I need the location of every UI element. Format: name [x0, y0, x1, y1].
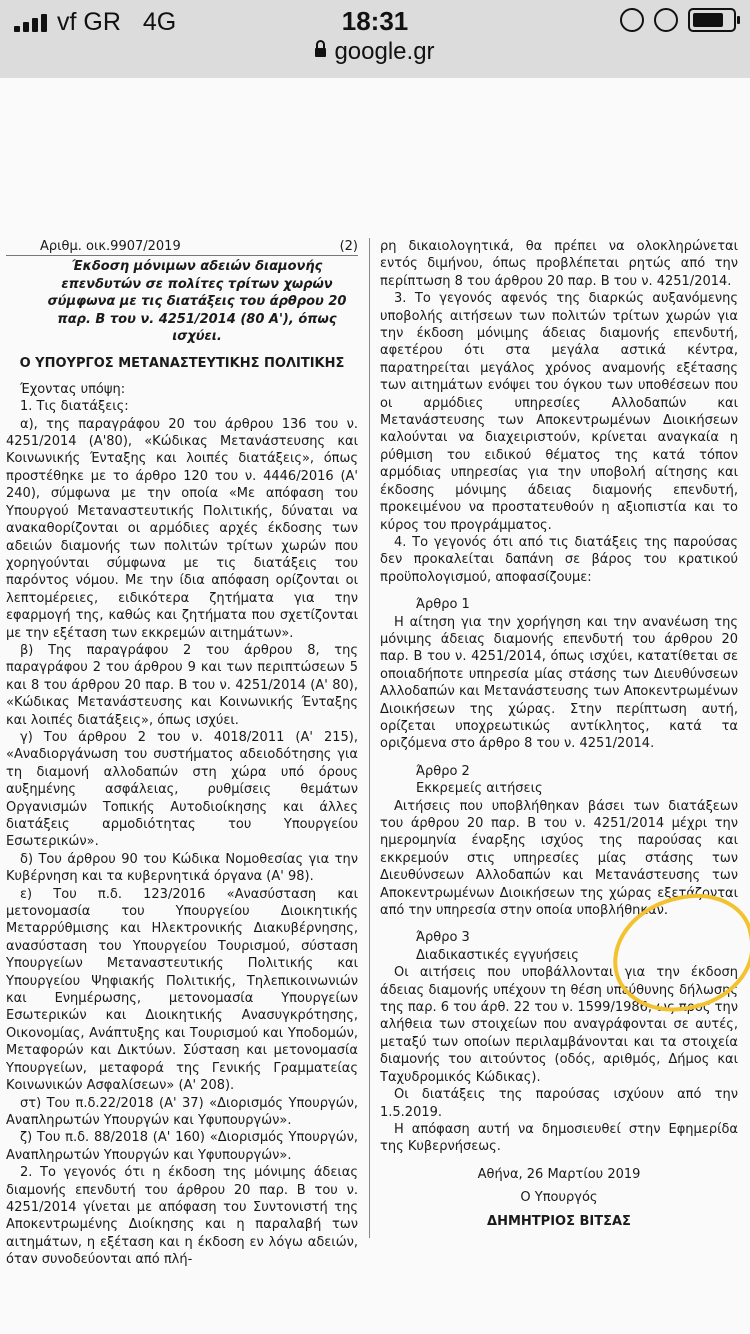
paragraph: 4. Το γεγονός ότι από τις διατάξεις της παρούσας δεν προκαλείται δαπάνη σε βάρος του κρατικού προϋπολογισμού, αποφασίζουμε:	[380, 534, 738, 585]
article-3-text: Οι αιτήσεις που υποβάλλονται για την έκδοση άδειας διαμονής υπέχουν τη θέση υπεύθυνης δήλωσης της παρ. 6 του άρθ. 22 του ν. 1599/1986, ως προς την αλήθεια των στοιχείων που αναγράφονται σε αυτές, μεταξύ των οποίων περιλαμβάνονται και τα στοιχεία διαμονής του αιτούντος (οδός, αριθμός, Δήμος και Ταχυδρομικός Κώδικας).	[380, 965, 738, 1085]
signature-place-date: Αθήνα, 26 Μαρτίου 2019	[477, 1166, 641, 1182]
left-column	[6, 238, 358, 1269]
article-2-subtitle: Εκκρεμείς αιτήσεις	[416, 781, 543, 797]
article-1-text: Η αίτηση για την χορήγηση και την ανανέωση της μόνιμης άδειας διαμονής επενδυτή του άρθρου 20 παρ. Β του ν. 4251/2014, όπως ισχύει, κατατίθεται σε οποιαδήποτε υπηρεσία μίας στάσης των Διευθύνσεων Αλλοδαπών και Μετανάστευσης των Αποκεντρωμένων Διοικήσεων της χώρας. Στην περίπτωση αυτή, ορίζεται υποχρεωτικώς αντίκλητος, κατά τα οριζόμενα στο άρθρο 8 του ν. 4251/2014.	[380, 614, 738, 752]
paragraph: 3. Το γεγονός αφενός της διαρκώς αυξανόμενης υποβολής αιτήσεων των πολιτών τρίτων χωρών για την έκδοση μόνιμης άδειας διαμονής επενδυτή, αφετέρου ότι στα μεγάλα αστικά κέντρα, παρατηρείται μεγάλος χρόνος αναμονής εξέτασης των αιτημάτων ενόψει του όγκου των υποθέσεων που οι αρμόδιες υπηρεσίες Αλλοδαπών και Μετανάστευσης των Αποκεντρωμένων Διοικήσεων καλούνται να διαχειριστούν, κρίνεται αναγκαία η ρύθμιση του ειδικού θέματος της κατά τόπον αρμόδιας υπηρεσίας για την υποβολή αίτησης και έκδοσης μόνιμης άδειας διαμονής επενδυτή, προκειμένου να προστατευθούν η αξιοπιστία και το κύρος του προγράμματος.	[380, 291, 738, 533]
paragraph: δ) Του άρθρου 90 του Κώδικα Νομοθεσίας για την Κυβέρνηση και τα κυβερνητικά όργανα (Α' 98).	[6, 851, 358, 885]
status-bar	[0, 0, 750, 78]
column-divider	[369, 238, 370, 1238]
paragraph: Έχοντας υπόψη:	[20, 381, 126, 397]
decision-title: Έκδοση μόνιμων αδειών διαμονής επενδυτών σε πολίτες τρίτων χωρών σύμφωνα με τις διατάξεις του άρθρου 20 παρ. Β του ν. 4251/2014 (80 Α'), όπως ισχύει.	[47, 259, 347, 345]
url-text: google.gr	[334, 38, 435, 65]
article-2-heading: Άρθρο 2	[416, 763, 470, 779]
paragraph: ζ) Του π.δ. 88/2018 (Α' 160) «Διορισμός Υπουργών, Αναπληρωτών Υπουργών και Υφυπουργών».	[6, 1130, 358, 1163]
lock-icon	[315, 48, 326, 57]
decision-ref-number: (2)	[339, 239, 358, 254]
article-3-heading: Άρθρο 3	[416, 930, 470, 946]
clock: 18:31	[341, 6, 409, 36]
validity-text: Οι διατάξεις της παρούσας ισχύουν από την 1.5.2019.	[380, 1087, 738, 1120]
paragraph: 1. Τις διατάξεις:	[20, 399, 129, 415]
signature-name: ΔΗΜΗΤΡΙΟΣ ΒΙΤΣΑΣ	[487, 1213, 631, 1229]
decision-ref: Αριθμ. οικ.9907/2019	[40, 239, 181, 254]
rotation-lock-icon	[620, 8, 644, 32]
right-column	[380, 238, 738, 1230]
carrier-name: vf GR	[57, 8, 121, 36]
alarm-icon	[654, 8, 678, 32]
paragraph: ρη δικαιολογητικά, θα πρέπει να ολοκληρώνεται εντός διμήνου, όπως προβλέπεται ρητώς από την περίπτωση 8 του άρθρου 20 παρ. Β του ν. 4251/2014.	[380, 239, 738, 289]
paragraph: 2. Το γεγονός ότι η έκδοση της μόνιμης άδειας διαμονής επενδυτή του άρθρου 20 παρ. Β του ν. 4251/2014 γίνεται με απόφαση του Συντονιστή της Αποκεντρωμένης Διοίκησης και η παραλαβή των αιτημάτων, η εξέταση και η έκδοση εν λόγω αδειών, όταν συνοδεύονται από πλή-	[6, 1165, 358, 1268]
article-1-heading: Άρθρο 1	[416, 597, 470, 613]
paragraph: β) Της παραγράφου 2 του άρθρου 8, της παραγράφου 2 του άρθρου 9 και των περιπτώσεων 5 και 8 του άρθρου 20 παρ. Β του ν. 4251/2014 (Α' 80), «Κώδικας Μετανάστευσης και Κοινωνικής Ένταξης και λοιπές διατάξεις», όπως ισχύει.	[6, 642, 358, 728]
paragraph: γ) Του άρθρου 2 του ν. 4018/2011 (Α' 215), «Αναδιοργάνωση του συστήματος αδειοδότησης για τη διαμονή αλλοδαπών στη χώρα υπό όρους αυξημένης ασφάλειας, ρυθμίσεις θεμάτων Οργανισμών Τοπικής Αυτοδιοίκησης και άλλες διατάξεις αρμοδιότητας του Υπουργείου Εσωτερικών».	[6, 729, 358, 850]
battery-icon	[688, 8, 736, 32]
decision-header	[6, 238, 358, 256]
document-page	[0, 78, 750, 1334]
signature-role: Ο Υπουργός	[520, 1190, 598, 1206]
paragraph: α), της παραγράφου 20 του άρθρου 136 του ν. 4251/2014 (Α'80), «Κώδικας Μετανάστευσης και Κοινωνικής Ένταξης και λοιπές διατάξεις», όπως προστέθηκε με το άρθρο 120 του ν. 4446/2016 (Α' 240), σύμφωνα με την οποία «Με απόφαση του Υπουργού Μεταναστευτικής Πολιτικής, δύναται να ανακαθορίζονται οι αρμόδιες αρχές έκδοσης των αδειών διαμονής των πολιτών τρίτων χωρών που χορηγούνται σύμφωνα με τις διατάξεις του παρόντος νόμου. Με την ίδια απόφαση ορίζονται οι λεπτομέρειες, ειδικότερα ζητήματα για την εφαρμογή της, καθώς και ζητήματα που σχετίζονται με την εξέταση των εκκρεμών αιτημάτων».	[6, 416, 358, 641]
article-2-text: Αιτήσεις που υποβλήθηκαν βάσει των διατάξεων του άρθρου 20 παρ. Β του ν. 4251/2014 μέχρι την ημερομηνία έναρξης ισχύος της παρούσας και εκκρεμούν στις υπηρεσίες μίας στάσης των Διευθύνσεων Αλλοδαπών και Μετανάστευσης των Αποκεντρωμένων Διοικήσεων της χώρας εξετάζονται από την υπηρεσία στην οποία υποβλήθηκαν.	[380, 798, 738, 919]
article-3-subtitle: Διαδικαστικές εγγυήσεις	[416, 947, 579, 963]
publish-text: Η απόφαση αυτή να δημοσιευθεί στην Εφημερίδα της Κυβερνήσεως.	[380, 1121, 738, 1155]
paragraph: στ) Του π.δ.22/2018 (Α' 37) «Διορισμός Υπουργών, Αναπληρωτών Υπουργών και Υφυπουργών».	[6, 1095, 358, 1128]
network-type: 4G	[142, 8, 177, 36]
paragraph: ε) Του π.δ. 123/2016 «Ανασύσταση και μετονομασία του Υπουργείου Διοικητικής Μεταρρύθμισης και Ηλεκτρονικής Διακυβέρνησης, ανασύσταση του Υπουργείου Τουρισμού, σύσταση Υπουργείων Μεταναστευτικής Πολιτικής και Υπουργείου Ψηφιακής Πολιτικής, Τηλεπικοινωνιών και Ενημέρωσης, μετονομασία Υπουργείων Εσωτερικών και Διοικητικής Ανασυγκρότησης, Οικονομίας, Ανάπτυξης και Τουρισμού και Υποδομών, Μεταφορών και Δικτύων. Σύσταση και μετονομασία Υπουργείων, μεταφορά της Γενικής Γραμματείας Κοινωνικών Ασφαλίσεων» (Α' 208).	[6, 886, 358, 1094]
status-icons	[620, 8, 736, 32]
address-bar[interactable]	[0, 38, 750, 66]
minister-heading: Ο ΥΠΟΥΡΓΟΣ ΜΕΤΑΝΑΣΤΕΥΤΙΚΗΣ ΠΟΛΙΤΙΚΗΣ	[19, 356, 345, 372]
